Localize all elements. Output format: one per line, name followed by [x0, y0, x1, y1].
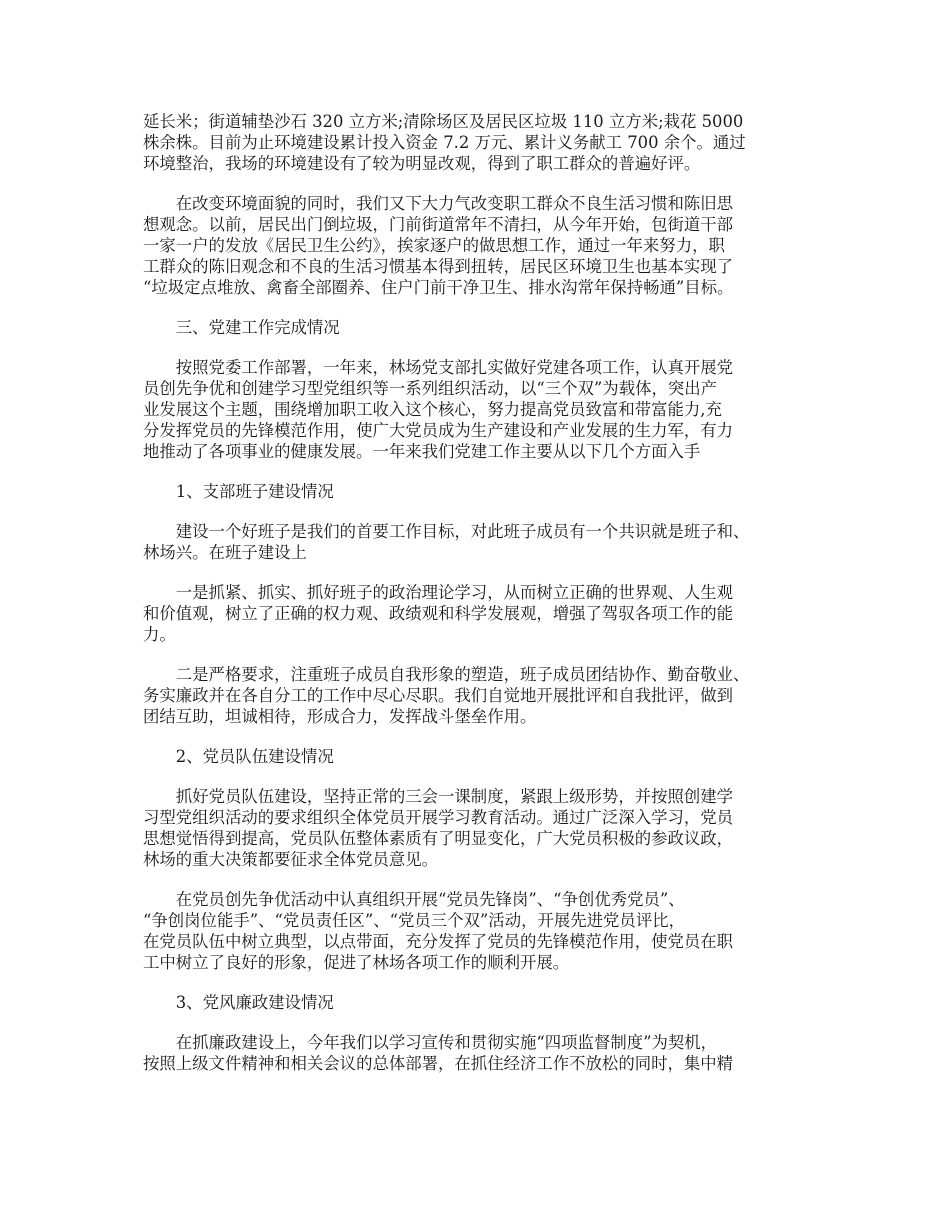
body-paragraph [143, 889, 823, 973]
text-line: 员创先争优和创建学习型党组织等一系列组织活动，以“三个双”为载体，突出产 [143, 379, 718, 398]
text-line: 建设一个好班子是我们的首要工作目标，对此班子成员有一个共识就是班子和、 [143, 522, 750, 541]
text-line: 二是严格要求，注重班子成员自我形象的塑造，班子成员团结协作、勤奋敬业、 [143, 665, 750, 684]
text-line: “垃圾定点堆放、禽畜全部圈养、住户门前干净卫生、排水沟常年保持畅通”目标。 [143, 278, 734, 297]
text-line: 一是抓紧、抓实、抓好班子的政治理论学习，从而树立正确的世界观、人生观 [143, 583, 734, 602]
paragraph-gap [143, 462, 823, 481]
text-line: 林场的重大决策都要征求全体党员意见。 [143, 850, 439, 869]
text-line: “争创岗位能手”、“党员责任区”、“党员三个双”活动，开展先进党员评比， [143, 911, 685, 930]
text-line: 延长米；街道辅垫沙石 320 立方米;清除场区及居民区垃圾 110 立方米;栽花 5000 [143, 112, 744, 131]
text-line: 和价值观，树立了正确的权力观、政绩观和科学发展观，增强了驾驭各项工作的能 [143, 604, 734, 623]
text-line: 团结互助，坦诚相待，形成合力，发挥战斗堡垒作用。 [143, 707, 537, 726]
text-line: 抓好党员队伍建设，坚持正常的三会一课制度，紧跟上级形势，并按照创建学 [143, 787, 734, 806]
document-body [143, 111, 823, 1074]
section-heading [143, 992, 823, 1013]
body-paragraph [143, 582, 823, 645]
body-paragraph [143, 664, 823, 727]
paragraph-gap [143, 298, 823, 317]
text-line: 环境整治，我场的环境建设有了较为明显改观，得到了职工群众的普遍好评。 [143, 154, 701, 173]
text-line: 在党员队伍中树立典型，以点带面，充分发挥了党员的先锋模范作用，使党员在职 [143, 932, 734, 951]
text-line: 习型党组织活动的要求组织全体党员开展学习教育活动。通过广泛深入学习，党员 [143, 808, 734, 827]
text-line: 在改变环境面貌的同时，我们又下大力气改变职工群众不良生活习惯和陈旧思 [143, 194, 734, 213]
body-paragraph [143, 1032, 823, 1074]
paragraph-gap [143, 502, 823, 521]
paragraph-gap [143, 870, 823, 889]
section-heading [143, 317, 823, 338]
paragraph-gap [143, 174, 823, 193]
paragraph-gap [143, 563, 823, 582]
text-line: 在抓廉政建设上，今年我们以学习宣传和贯彻实施“四项监督制度”为契机， [143, 1033, 718, 1052]
text-line: 一家一户的发放《居民卫生公约》，挨家逐户的做思想工作，通过一年来努力，职 [143, 236, 725, 255]
text-line: 想观念。以前，居民出门倒垃圾，门前街道常年不清扫，从今年开始，包街道干部 [143, 215, 734, 234]
text-line: 1、支部班子建设情况 [143, 482, 334, 501]
text-line: 林场兴。在班子建设上 [143, 543, 307, 562]
paragraph-gap [143, 727, 823, 746]
text-line: 工群众的陈旧观念和不良的生活习惯基本得到扭转，居民区环境卫生也基本实现了 [143, 257, 734, 276]
text-line: 工中树立了良好的形象，促进了林场各项工作的顺利开展。 [143, 953, 570, 972]
text-line: 务实廉政并在各自分工的工作中尽心尽职。我们自觉地开展批评和自我批评，做到 [143, 686, 734, 705]
paragraph-gap [143, 1013, 823, 1032]
body-paragraph [143, 786, 823, 870]
paragraph-gap [143, 645, 823, 664]
body-paragraph [143, 193, 823, 298]
body-paragraph [143, 357, 823, 462]
text-line: 力。 [143, 625, 176, 644]
text-line: 三、党建工作完成情况 [143, 318, 340, 337]
text-line: 3、党风廉政建设情况 [143, 993, 334, 1012]
paragraph-gap [143, 338, 823, 357]
text-line: 思想觉悟得到提高，党员队伍整体素质有了明显变化，广大党员积极的参政议政， [143, 829, 734, 848]
text-line: 业发展这个主题，围绕增加职工收入这个核心，努力提高党员致富和带富能力,充 [143, 400, 722, 419]
section-heading [143, 481, 823, 502]
text-line: 按照党委工作部署，一年来，林场党支部扎实做好党建各项工作，认真开展党 [143, 358, 734, 377]
body-paragraph [143, 111, 823, 174]
paragraph-gap [143, 973, 823, 992]
text-line: 2、党员队伍建设情况 [143, 747, 334, 766]
section-heading [143, 746, 823, 767]
text-line: 地推动了各项事业的健康发展。一年来我们党建工作主要从以下几个方面入手 [143, 442, 701, 461]
text-line: 按照上级文件精神和相关会议的总体部署，在抓住经济工作不放松的同时，集中精 [143, 1054, 734, 1073]
text-line: 在党员创先争优活动中认真组织开展“党员先锋岗”、“争创优秀党员”、 [143, 890, 685, 909]
body-paragraph [143, 521, 823, 563]
text-line: 分发挥党员的先锋模范作用，使广大党员成为生产建设和产业发展的生力军，有力 [143, 421, 734, 440]
text-line: 株余株。目前为止环境建设累计投入资金 7.2 万元、累计义务献工 700 余个。通过 [143, 133, 746, 152]
paragraph-gap [143, 767, 823, 786]
